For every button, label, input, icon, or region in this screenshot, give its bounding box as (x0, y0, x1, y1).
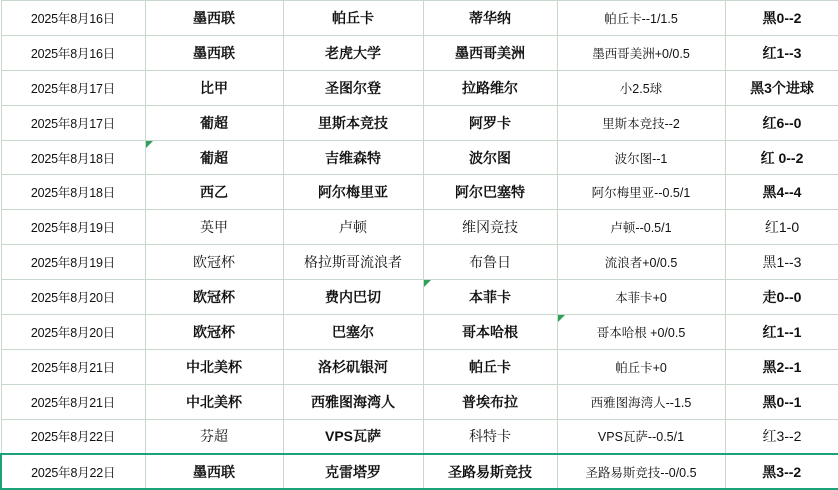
cell-handicap: 本菲卡+0 (557, 280, 725, 315)
cell-home-team: 里斯本竞技 (283, 105, 423, 140)
cell-handicap: 帕丘卡--1/1.5 (557, 1, 725, 36)
cell-date: 2025年8月18日 (1, 175, 145, 210)
cell-home-team: 洛杉矶银河 (283, 349, 423, 384)
cell-league: 墨西联 (145, 1, 283, 36)
cell-date: 2025年8月18日 (1, 140, 145, 175)
cell-result: 红1--3 (725, 35, 838, 70)
cell-home-team: 卢顿 (283, 210, 423, 245)
cell-date: 2025年8月17日 (1, 70, 145, 105)
table-row[interactable] (1, 1, 838, 36)
cell-date: 2025年8月20日 (1, 280, 145, 315)
cell-result: 黑3个进球 (725, 70, 838, 105)
cell-result: 红1--1 (725, 315, 838, 350)
cell-result: 红 0--2 (725, 140, 838, 175)
cell-away-team: 拉路维尔 (423, 70, 557, 105)
cell-home-team: 费内巴切 (283, 280, 423, 315)
cell-handicap: 帕丘卡+0 (557, 349, 725, 384)
cell-home-team: 吉维森特 (283, 140, 423, 175)
cell-handicap: 里斯本竞技--2 (557, 105, 725, 140)
cell-league: 中北美杯 (145, 384, 283, 419)
cell-league: 葡超 (145, 140, 283, 175)
table-row[interactable] (1, 105, 838, 140)
cell-league: 比甲 (145, 70, 283, 105)
cell-result: 黑0--2 (725, 1, 838, 36)
cell-date: 2025年8月22日 (1, 419, 145, 454)
cell-away-team: 蒂华纳 (423, 1, 557, 36)
cell-away-team: 帕丘卡 (423, 349, 557, 384)
table-row[interactable] (1, 349, 838, 384)
table-row[interactable] (1, 140, 838, 175)
table-body (1, 1, 838, 489)
cell-handicap: 卢顿--0.5/1 (557, 210, 725, 245)
cell-handicap: 西雅图海湾人--1.5 (557, 384, 725, 419)
cell-date: 2025年8月20日 (1, 315, 145, 350)
cell-home-team: VPS瓦萨 (283, 419, 423, 454)
table-row[interactable] (1, 175, 838, 210)
cell-result: 红3--2 (725, 419, 838, 454)
cell-date: 2025年8月21日 (1, 384, 145, 419)
cell-date: 2025年8月19日 (1, 245, 145, 280)
cell-result: 黑3--2 (725, 454, 838, 489)
cell-away-team: 本菲卡 (423, 280, 557, 315)
cell-handicap: VPS瓦萨--0.5/1 (557, 419, 725, 454)
table-row[interactable] (1, 315, 838, 350)
cell-handicap: 波尔图--1 (557, 140, 725, 175)
table-row[interactable] (1, 419, 838, 454)
cell-league: 墨西联 (145, 35, 283, 70)
cell-away-team: 墨西哥美洲 (423, 35, 557, 70)
cell-handicap: 小2.5球 (557, 70, 725, 105)
cell-home-team: 巴塞尔 (283, 315, 423, 350)
cell-league: 英甲 (145, 210, 283, 245)
cell-date: 2025年8月21日 (1, 349, 145, 384)
cell-date: 2025年8月16日 (1, 1, 145, 36)
cell-home-team: 圣图尔登 (283, 70, 423, 105)
cell-away-team: 圣路易斯竞技 (423, 454, 557, 489)
cell-result: 黑2--1 (725, 349, 838, 384)
cell-league: 中北美杯 (145, 349, 283, 384)
cell-away-team: 阿尔巴塞特 (423, 175, 557, 210)
table-row[interactable] (1, 35, 838, 70)
cell-league: 欧冠杯 (145, 245, 283, 280)
cell-away-team: 维冈竞技 (423, 210, 557, 245)
cell-result: 走0--0 (725, 280, 838, 315)
cell-league: 欧冠杯 (145, 315, 283, 350)
table-row[interactable] (1, 70, 838, 105)
cell-result: 红6--0 (725, 105, 838, 140)
cell-league: 芬超 (145, 419, 283, 454)
cell-date: 2025年8月16日 (1, 35, 145, 70)
cell-away-team: 普埃布拉 (423, 384, 557, 419)
cell-league: 墨西联 (145, 454, 283, 489)
cell-handicap: 流浪者+0/0.5 (557, 245, 725, 280)
cell-league: 欧冠杯 (145, 280, 283, 315)
cell-home-team: 帕丘卡 (283, 1, 423, 36)
cell-league: 葡超 (145, 105, 283, 140)
cell-result: 黑1--3 (725, 245, 838, 280)
table-row[interactable] (1, 384, 838, 419)
cell-away-team: 阿罗卡 (423, 105, 557, 140)
cell-handicap: 圣路易斯竞技--0/0.5 (557, 454, 725, 489)
cell-handicap: 墨西哥美洲+0/0.5 (557, 35, 725, 70)
cell-away-team: 波尔图 (423, 140, 557, 175)
table-row[interactable] (1, 454, 838, 489)
cell-result: 红1-0 (725, 210, 838, 245)
cell-home-team: 克雷塔罗 (283, 454, 423, 489)
cell-home-team: 阿尔梅里亚 (283, 175, 423, 210)
cell-handicap: 阿尔梅里亚--0.5/1 (557, 175, 725, 210)
cell-result: 黑0--1 (725, 384, 838, 419)
cell-result: 黑4--4 (725, 175, 838, 210)
cell-away-team: 哥本哈根 (423, 315, 557, 350)
cell-away-team: 科特卡 (423, 419, 557, 454)
cell-date: 2025年8月17日 (1, 105, 145, 140)
cell-home-team: 老虎大学 (283, 35, 423, 70)
cell-date: 2025年8月22日 (1, 454, 145, 489)
cell-away-team: 布鲁日 (423, 245, 557, 280)
cell-date: 2025年8月19日 (1, 210, 145, 245)
cell-league: 西乙 (145, 175, 283, 210)
table-row[interactable] (1, 245, 838, 280)
table-row[interactable] (1, 280, 838, 315)
cell-home-team: 西雅图海湾人 (283, 384, 423, 419)
cell-home-team: 格拉斯哥流浪者 (283, 245, 423, 280)
table-row[interactable] (1, 210, 838, 245)
cell-handicap: 哥本哈根 +0/0.5 (557, 315, 725, 350)
